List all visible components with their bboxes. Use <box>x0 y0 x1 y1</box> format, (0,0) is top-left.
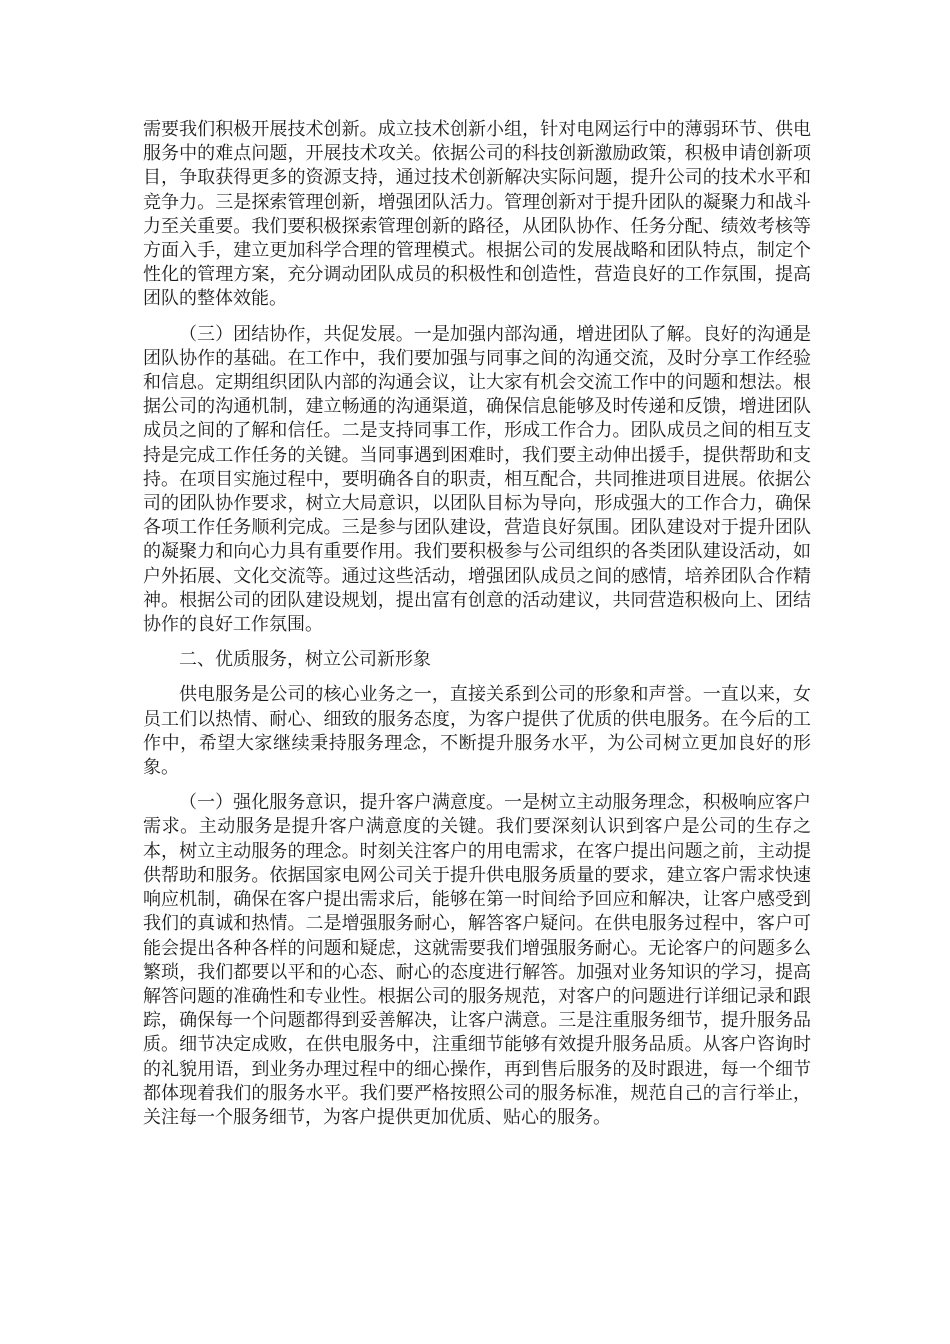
section-heading-quality-service: 二、优质服务，树立公司新形象 <box>179 649 431 671</box>
paragraph-tech-innovation: 需要我们积极开展技术创新。成立技术创新小组，针对电网运行中的薄弱环节、供电服务中的难点问题，开展技术攻关。依据公司的科技创新激励政策，积极申请创新项目，争取获得更多的资源支持，通过技术创新解决实际问题，提升公司的技术水平和竞争力。三是探索管理创新，增强团队活力。管理创新对于提升团队的凝聚力和战斗力至关重要。我们要积极探索管理创新的路径，从团队协作、任务分配、绩效考核等方面入手，建立更加科学合理的管理模式。根据公司的发展战略和团队特点，制定个性化的管理方案，充分调动团队成员的积极性和创造性，营造良好的工作氛围，提高团队的整体效能。 <box>143 119 811 310</box>
paragraph-service-awareness: （一）强化服务意识，提升客户满意度。一是树立主动服务理念，积极响应客户需求。主动服务是提升客户满意度的关键。我们要深刻认识到客户是公司的生存之本，树立主动服务的理念。时刻关注客户的用电需求，在客户提出问题之前，主动提供帮助和服务。依据国家电网公司关于提升供电服务质量的要求，建立客户需求快速响应机制，确保在客户提出需求后，能够在第一时间给予回应和解决，让客户感受到我们的真诚和热情。二是增强服务耐心，解答客户疑问。在供电服务过程中，客户可能会提出各种各样的问题和疑虑，这就需要我们增强服务耐心。无论客户的问题多么繁琐，我们都要以平和的心态、耐心的态度进行解答。加强对业务知识的学习，提高解答问题的准确性和专业性。根据公司的服务规范，对客户的问题进行详细记录和跟踪，确保每一个问题都得到妥善解决，让客户满意。三是注重服务细节，提升服务品质。细节决定成败，在供电服务中，注重细节能够有效提升服务品质。从客户咨询时的礼貌用语，到业务办理过程中的细心操作，再到售后服务的及时跟进，每一个细节都体现着我们的服务水平。我们要严格按照公司的服务标准，规范自己的言行举止，关注每一个服务细节，为客户提供更加优质、贴心的服务。 <box>143 792 811 1128</box>
paragraph-teamwork: （三）团结协作，共促发展。一是加强内部沟通，增进团队了解。良好的沟通是团队协作的基础。在工作中，我们要加强与同事之间的沟通交流，及时分享工作经验和信息。定期组织团队内部的沟通会议，让大家有机会交流工作中的问题和想法。根据公司的沟通机制，建立畅通的沟通渠道，确保信息能够及时传递和反馈，增进团队成员之间的了解和信任。二是支持同事工作，形成工作合力。团队成员之间的相互支持是完成工作任务的关键。当同事遇到困难时，我们要主动伸出援手，提供帮助和支持。在项目实施过程中，要明确各自的职责，相互配合，共同推进项目进展。依据公司的团队协作要求，树立大局意识，以团队目标为导向，形成强大的工作合力，确保各项工作任务顺利完成。三是参与团队建设，营造良好氛围。团队建设对于提升团队的凝聚力和向心力具有重要作用。我们要积极参与公司组织的各类团队建设活动，如户外拓展、文化交流等。通过这些活动，增强团队成员之间的感情，培养团队合作精神。根据公司的团队建设规划，提出富有创意的活动建议，共同营造积极向上、团结协作的良好工作氛围。 <box>143 323 811 636</box>
paragraph-service-intro: 供电服务是公司的核心业务之一，直接关系到公司的形象和声誉。一直以来，女员工们以热情、耐心、细致的服务态度，为客户提供了优质的供电服务。在今后的工作中，希望大家继续秉持服务理念，不断提升服务水平，为公司树立更加良好的形象。 <box>143 684 811 779</box>
document-page <box>143 118 811 1141</box>
